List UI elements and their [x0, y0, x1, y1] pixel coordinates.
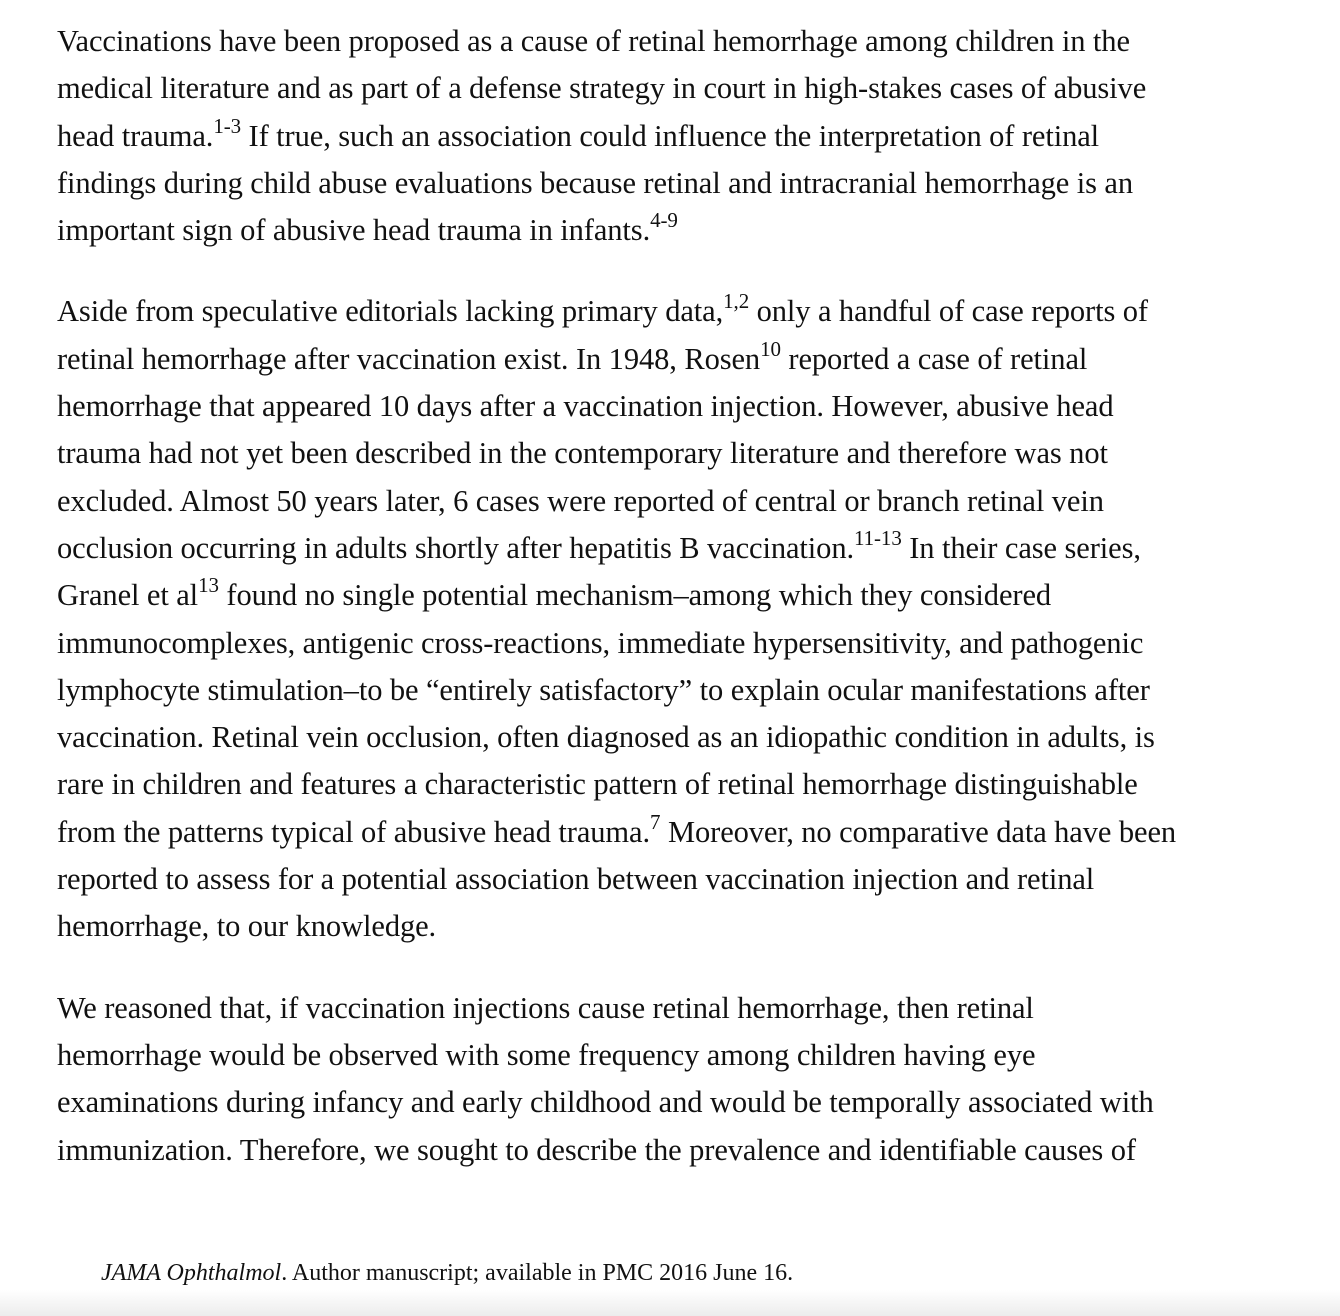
text-line: [57, 667, 1319, 714]
text-line: [57, 572, 1319, 619]
citation-superscript[interactable]: 7: [650, 809, 661, 834]
text-run: If true, such an association could influence the interpretation of retinal: [241, 118, 1100, 153]
text-line: [57, 383, 1319, 430]
text-line: [57, 856, 1319, 903]
text-run: trauma had not yet been described in the contemporary literature and therefore was not: [57, 436, 1108, 471]
paragraph: [57, 18, 1319, 254]
text-line: [57, 18, 1319, 65]
citation-superscript[interactable]: 13: [198, 573, 219, 598]
text-run: rare in children and features a characteristic pattern of retinal hemorrhage distinguishable: [57, 767, 1138, 802]
citation-superscript[interactable]: 10: [760, 336, 781, 361]
text-run: excluded. Almost 50 years later, 6 cases were reported of central or branch retinal vein: [57, 483, 1104, 518]
text-run: retinal hemorrhage after vaccination exist. In 1948, Rosen: [57, 341, 761, 376]
paragraph: [57, 288, 1319, 950]
text-line: [57, 620, 1319, 667]
page-footer: [101, 1260, 793, 1287]
text-line: [57, 288, 1319, 335]
text-run: lymphocyte stimulation–to be “entirely satisfactory” to explain ocular manifestations after: [57, 672, 1150, 707]
text-run: found no single potential mechanism–among which they considered: [218, 578, 1052, 613]
text-run: In their case series,: [901, 530, 1141, 565]
text-run: head trauma.: [57, 118, 214, 153]
citation-superscript[interactable]: 1,2: [723, 289, 750, 314]
text-run: Vaccinations have been proposed as a cause of retinal hemorrhage among children in the: [57, 24, 1130, 58]
text-run: We reasoned that, if vaccination injections cause retinal hemorrhage, then retinal: [57, 990, 1034, 1025]
text-line: [57, 903, 1319, 950]
text-run: from the patterns typical of abusive head trauma.: [57, 814, 651, 849]
text-run: occlusion occurring in adults shortly after hepatitis B vaccination.: [57, 530, 854, 565]
text-line: [57, 336, 1319, 383]
text-line: [57, 65, 1319, 112]
text-run: vaccination. Retinal vein occlusion, often diagnosed as an idiopathic condition in adults, is: [57, 720, 1155, 755]
text-run: Moreover, no comparative data have been: [660, 814, 1177, 849]
text-run: examinations during infancy and early childhood and would be temporally associated with: [57, 1085, 1154, 1120]
citation-superscript[interactable]: 1-3: [213, 113, 242, 138]
text-run: only a handful of case reports of: [749, 294, 1148, 329]
text-run: findings during child abuse evaluations because retinal and intracranial hemorrhage is an: [57, 165, 1134, 200]
text-line: [57, 113, 1319, 160]
text-run: immunization. Therefore, we sought to describe the prevalence and identifiable causes of: [57, 1132, 1136, 1167]
text-line: [57, 1127, 1319, 1174]
text-line: [57, 1032, 1319, 1079]
text-line: [57, 525, 1319, 572]
text-line: [57, 478, 1319, 525]
text-run: immunocomplexes, antigenic cross-reactions, immediate hypersensitivity, and pathogenic: [57, 625, 1144, 660]
text-line: [57, 430, 1319, 477]
paragraph: [57, 985, 1319, 1174]
text-run: hemorrhage that appeared 10 days after a vaccination injection. However, abusive head: [57, 389, 1114, 424]
text-run: Aside from speculative editorials lacking primary data,: [57, 294, 724, 329]
text-run: hemorrhage, to our knowledge.: [57, 909, 437, 944]
text-line: [57, 714, 1319, 761]
text-line: [57, 160, 1319, 207]
footer-manuscript-note: . Author manuscript; available in PMC 2016 June 16.: [281, 1260, 794, 1286]
text-run: medical literature and as part of a defense strategy in court in high-stakes cases of abusive: [57, 71, 1147, 106]
citation-superscript[interactable]: 4-9: [650, 208, 678, 233]
text-run: Granel et al: [57, 578, 199, 613]
article-body: [57, 18, 1319, 1208]
text-run: hemorrhage would be observed with some frequency among children having eye: [57, 1037, 1036, 1072]
text-run: important sign of abusive head trauma in infants.: [57, 213, 651, 248]
text-line: [57, 985, 1319, 1032]
text-line: [57, 207, 1319, 254]
text-run: reported a case of retinal: [780, 341, 1088, 376]
text-line: [57, 1079, 1319, 1126]
text-line: [57, 809, 1319, 856]
citation-superscript[interactable]: 11-13: [854, 525, 902, 550]
text-run: reported to assess for a potential association between vaccination injection and retinal: [57, 862, 1095, 897]
page-edge-shadow: [0, 1290, 1340, 1316]
text-line: [57, 761, 1319, 808]
footer-journal-name: JAMA Ophthalmol: [101, 1260, 282, 1286]
